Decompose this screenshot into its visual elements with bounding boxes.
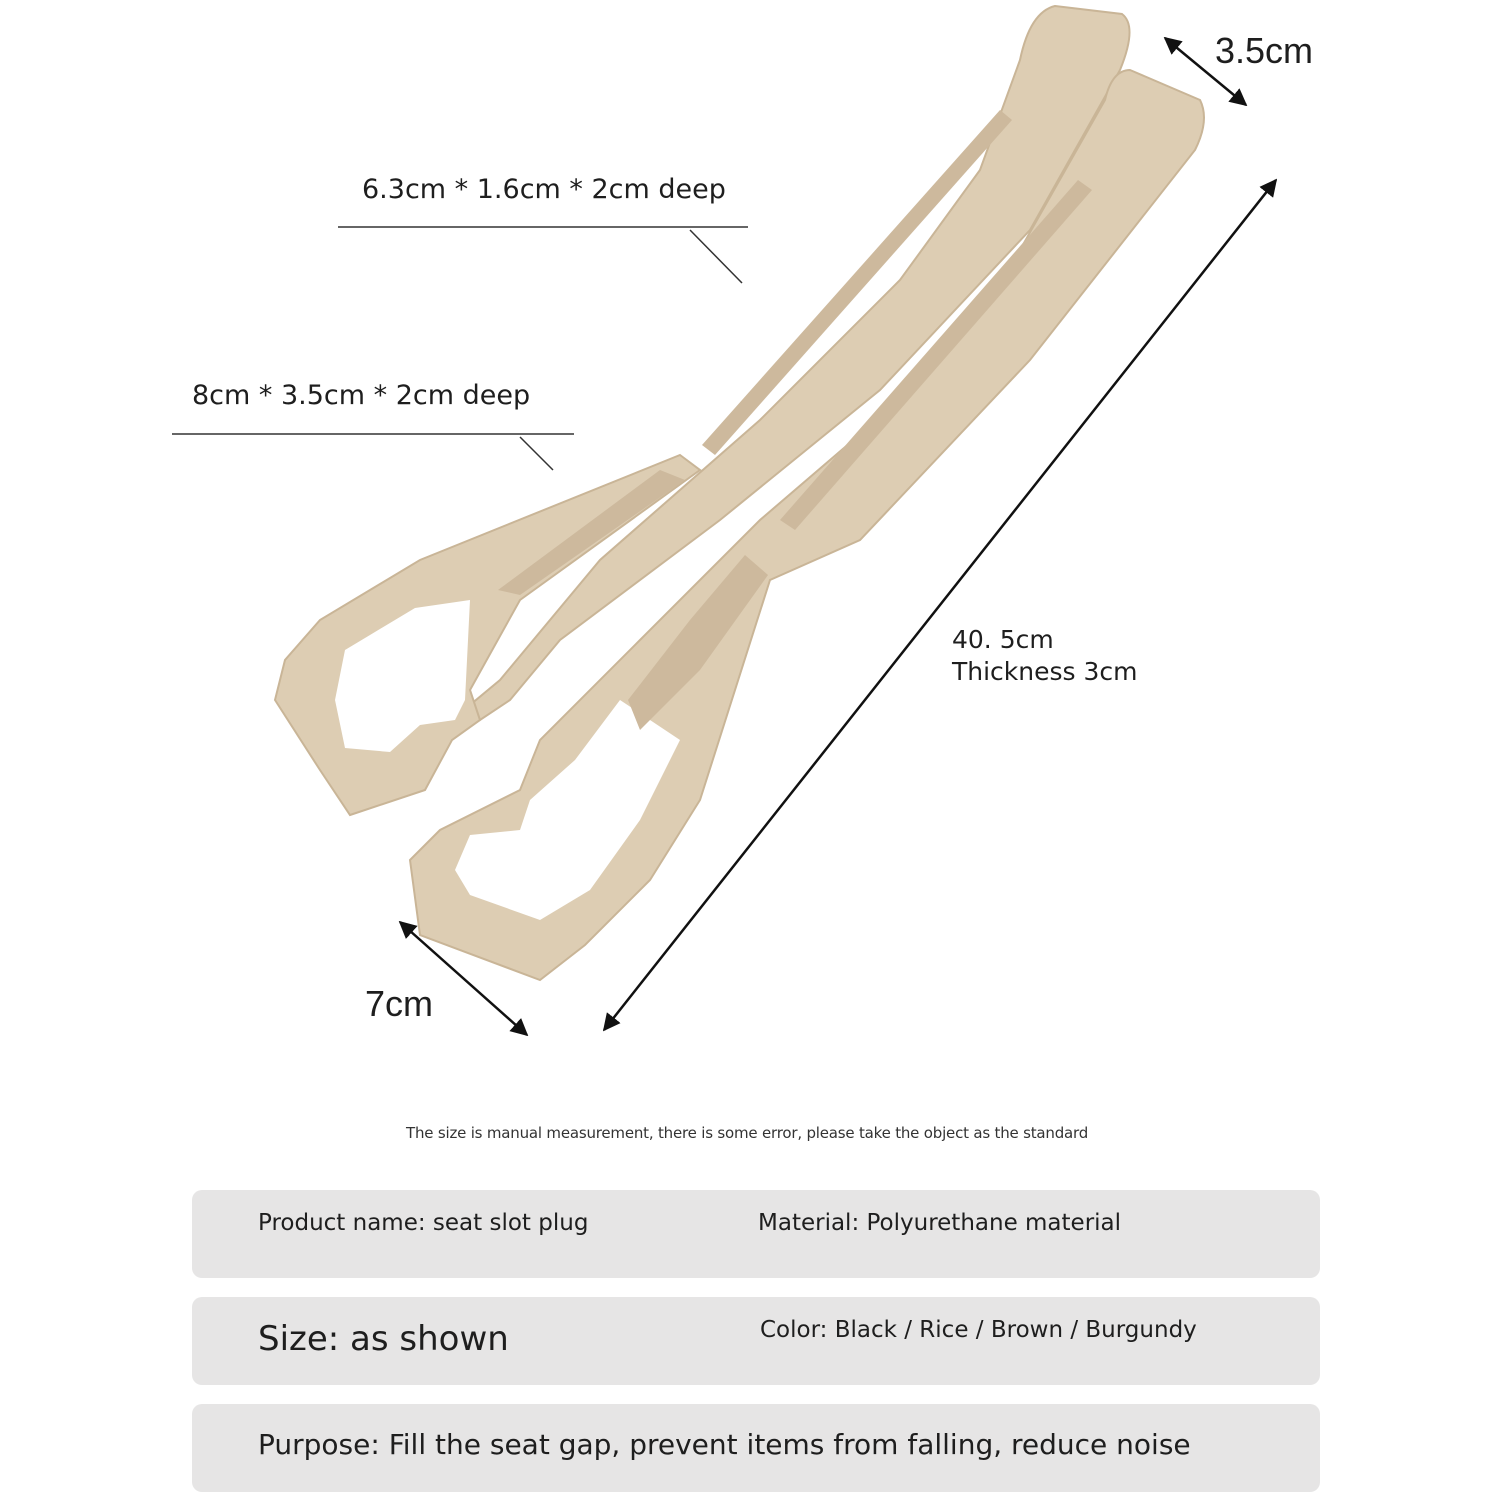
thickness-label: Thickness 3cm — [952, 657, 1138, 686]
length-label: 40. 5cm — [952, 625, 1054, 654]
large-slot-dimension-label: 8cm * 3.5cm * 2cm deep — [192, 380, 531, 411]
size-text: Size: as shown — [258, 1319, 509, 1359]
color-text: Color: Black / Rice / Brown / Burgundy — [760, 1317, 1197, 1343]
spec-panel-size — [192, 1297, 1320, 1385]
top-width-label: 3.5cm — [1215, 30, 1314, 71]
measurement-note: The size is manual measurement, there is some error, please take the object as the standard — [406, 1124, 1089, 1142]
product-name-text: Product name: seat slot plug — [258, 1210, 589, 1236]
bottom-width-label: 7cm — [365, 983, 434, 1024]
spec-panel-purpose — [192, 1404, 1320, 1492]
purpose-text: Purpose: Fill the seat gap, prevent items from falling, reduce noise — [258, 1428, 1191, 1461]
material-text: Material: Polyurethane material — [758, 1210, 1122, 1236]
small-slot-dimension-label: 6.3cm * 1.6cm * 2cm deep — [362, 174, 726, 205]
spec-panel-product — [192, 1190, 1320, 1278]
